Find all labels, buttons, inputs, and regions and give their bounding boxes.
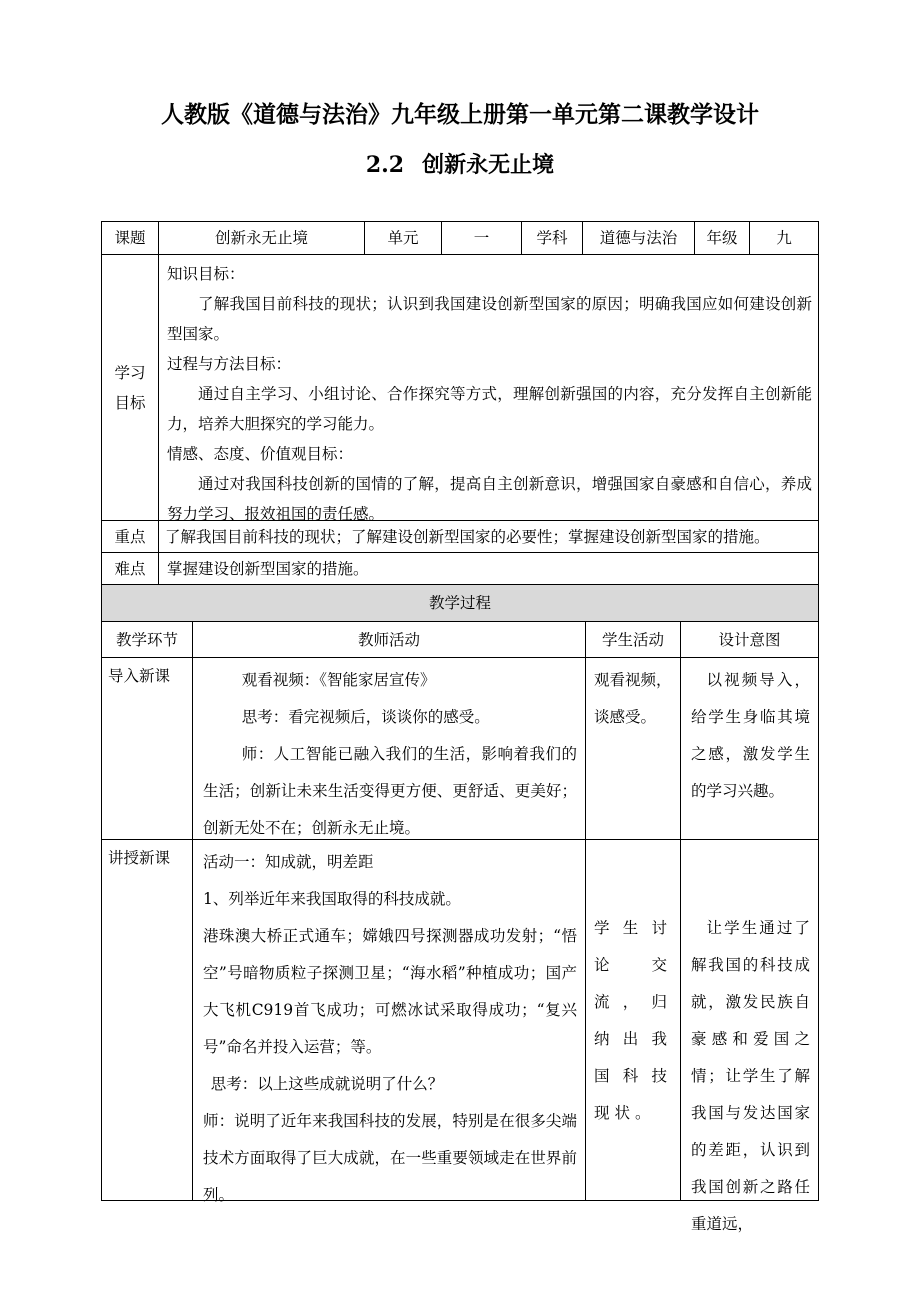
emotion-text: 通过对我国科技创新的国情的了解，提高自主创新意识，增强国家自豪感和自信心，养成努力学习、报效祖国的责任感。: [167, 475, 812, 523]
teacher-line: 师：人工智能已融入我们的生活，影响着我们的生活；创新让未来生活变得更方便、更舒适、更美好；创新无处不在；创新永无止境。: [203, 745, 577, 837]
row-student: [585, 839, 681, 1201]
objectives-label-line1: 学习: [114, 363, 146, 382]
process-title: 过程与方法目标：: [167, 355, 292, 373]
row-teacher: [192, 657, 586, 840]
row-teacher: [192, 839, 586, 1204]
row-student: [585, 657, 681, 840]
grade-value: 九: [749, 221, 819, 255]
teacher-line: 活动一：知成就，明差距: [203, 853, 374, 871]
objectives-label: [101, 254, 159, 521]
topic-value: 创新永无止境: [158, 221, 365, 255]
student-text: 观看视频，谈感受。: [594, 671, 672, 726]
key-point-text: 了解我国目前科技的现状；了解建设创新型国家的必要性；掌握建设创新型国家的措施。: [158, 520, 819, 553]
knowledge-text: 了解我国目前科技的现状；认识到我国建设创新型国家的原因；明确我国应如何建设创新型国家。: [167, 295, 812, 343]
subject-label: 学科: [521, 221, 583, 255]
subject-value: 道德与法治: [582, 221, 695, 255]
row-stage: 讲授新课: [101, 839, 193, 1201]
objectives-content: [158, 254, 819, 521]
difficulty-label: 难点: [101, 552, 159, 585]
document-subtitle: [0, 148, 920, 179]
row-intent: [680, 657, 819, 840]
process-header: 教学过程: [101, 584, 819, 622]
document-title: 人教版《道德与法治》九年级上册第一单元第二课教学设计: [161, 101, 759, 128]
row-intent: [680, 839, 819, 1233]
teacher-line: 港珠澳大桥正式通车；嫦娥四号探测器成功发射；“悟空”号暗物质粒子探测卫星；“海水稻”种植成功；国产大飞机C919首飞成功；可燃冰试采取得成功；“复兴号”命名并投入运营；等。: [203, 927, 577, 1056]
topic-label: 课题: [101, 221, 159, 255]
process-text: 通过自主学习、小组讨论、合作探究等方式，理解创新强国的内容，充分发挥自主创新能力，培养大胆探究的学习能力。: [167, 385, 812, 433]
intent-text: 让学生通过了解我国的科技成就，激发民族自豪感和爱国之情；让学生了解我国与发达国家的差距，认识到我国创新之路任重道远，: [691, 919, 810, 1233]
teacher-line: 观看视频：《智能家居宣传》: [241, 671, 436, 689]
subtitle-text: 创新永无止境: [422, 152, 555, 178]
difficulty-text: 掌握建设创新型国家的措施。: [158, 552, 819, 585]
row-stage: 导入新课: [101, 657, 193, 840]
teacher-line: 1、列举近年来我国取得的科技成就。: [203, 890, 461, 908]
column-header-stage: 教学环节: [101, 621, 193, 658]
knowledge-title: 知识目标：: [167, 265, 245, 283]
column-header-teacher: 教师活动: [192, 621, 586, 658]
column-header-student: 学生活动: [585, 621, 681, 658]
column-header-intent: 设计意图: [680, 621, 819, 658]
teacher-line: 思考：看完视频后，谈谈你的感受。: [241, 708, 490, 726]
objectives-label-line2: 目标: [114, 393, 146, 412]
unit-value: 一: [441, 221, 522, 255]
unit-label: 单元: [364, 221, 442, 255]
grade-label: 年级: [694, 221, 750, 255]
student-text: 学生讨论交流，归纳出我国科技现状。: [594, 919, 672, 1122]
teacher-line: 思考：以上这些成就说明了什么？: [210, 1075, 444, 1093]
intent-text: 以视频导入，给学生身临其境之感，激发学生的学习兴趣。: [691, 671, 810, 800]
subtitle-number: 2.2: [365, 152, 405, 178]
key-point-label: 重点: [101, 520, 159, 553]
emotion-title: 情感、态度、价值观目标：: [167, 445, 354, 463]
teacher-line: 师：说明了近年来我国科技的发展，特别是在很多尖端技术方面取得了巨大成就，在一些重要领域走在世界前列。: [203, 1112, 577, 1204]
